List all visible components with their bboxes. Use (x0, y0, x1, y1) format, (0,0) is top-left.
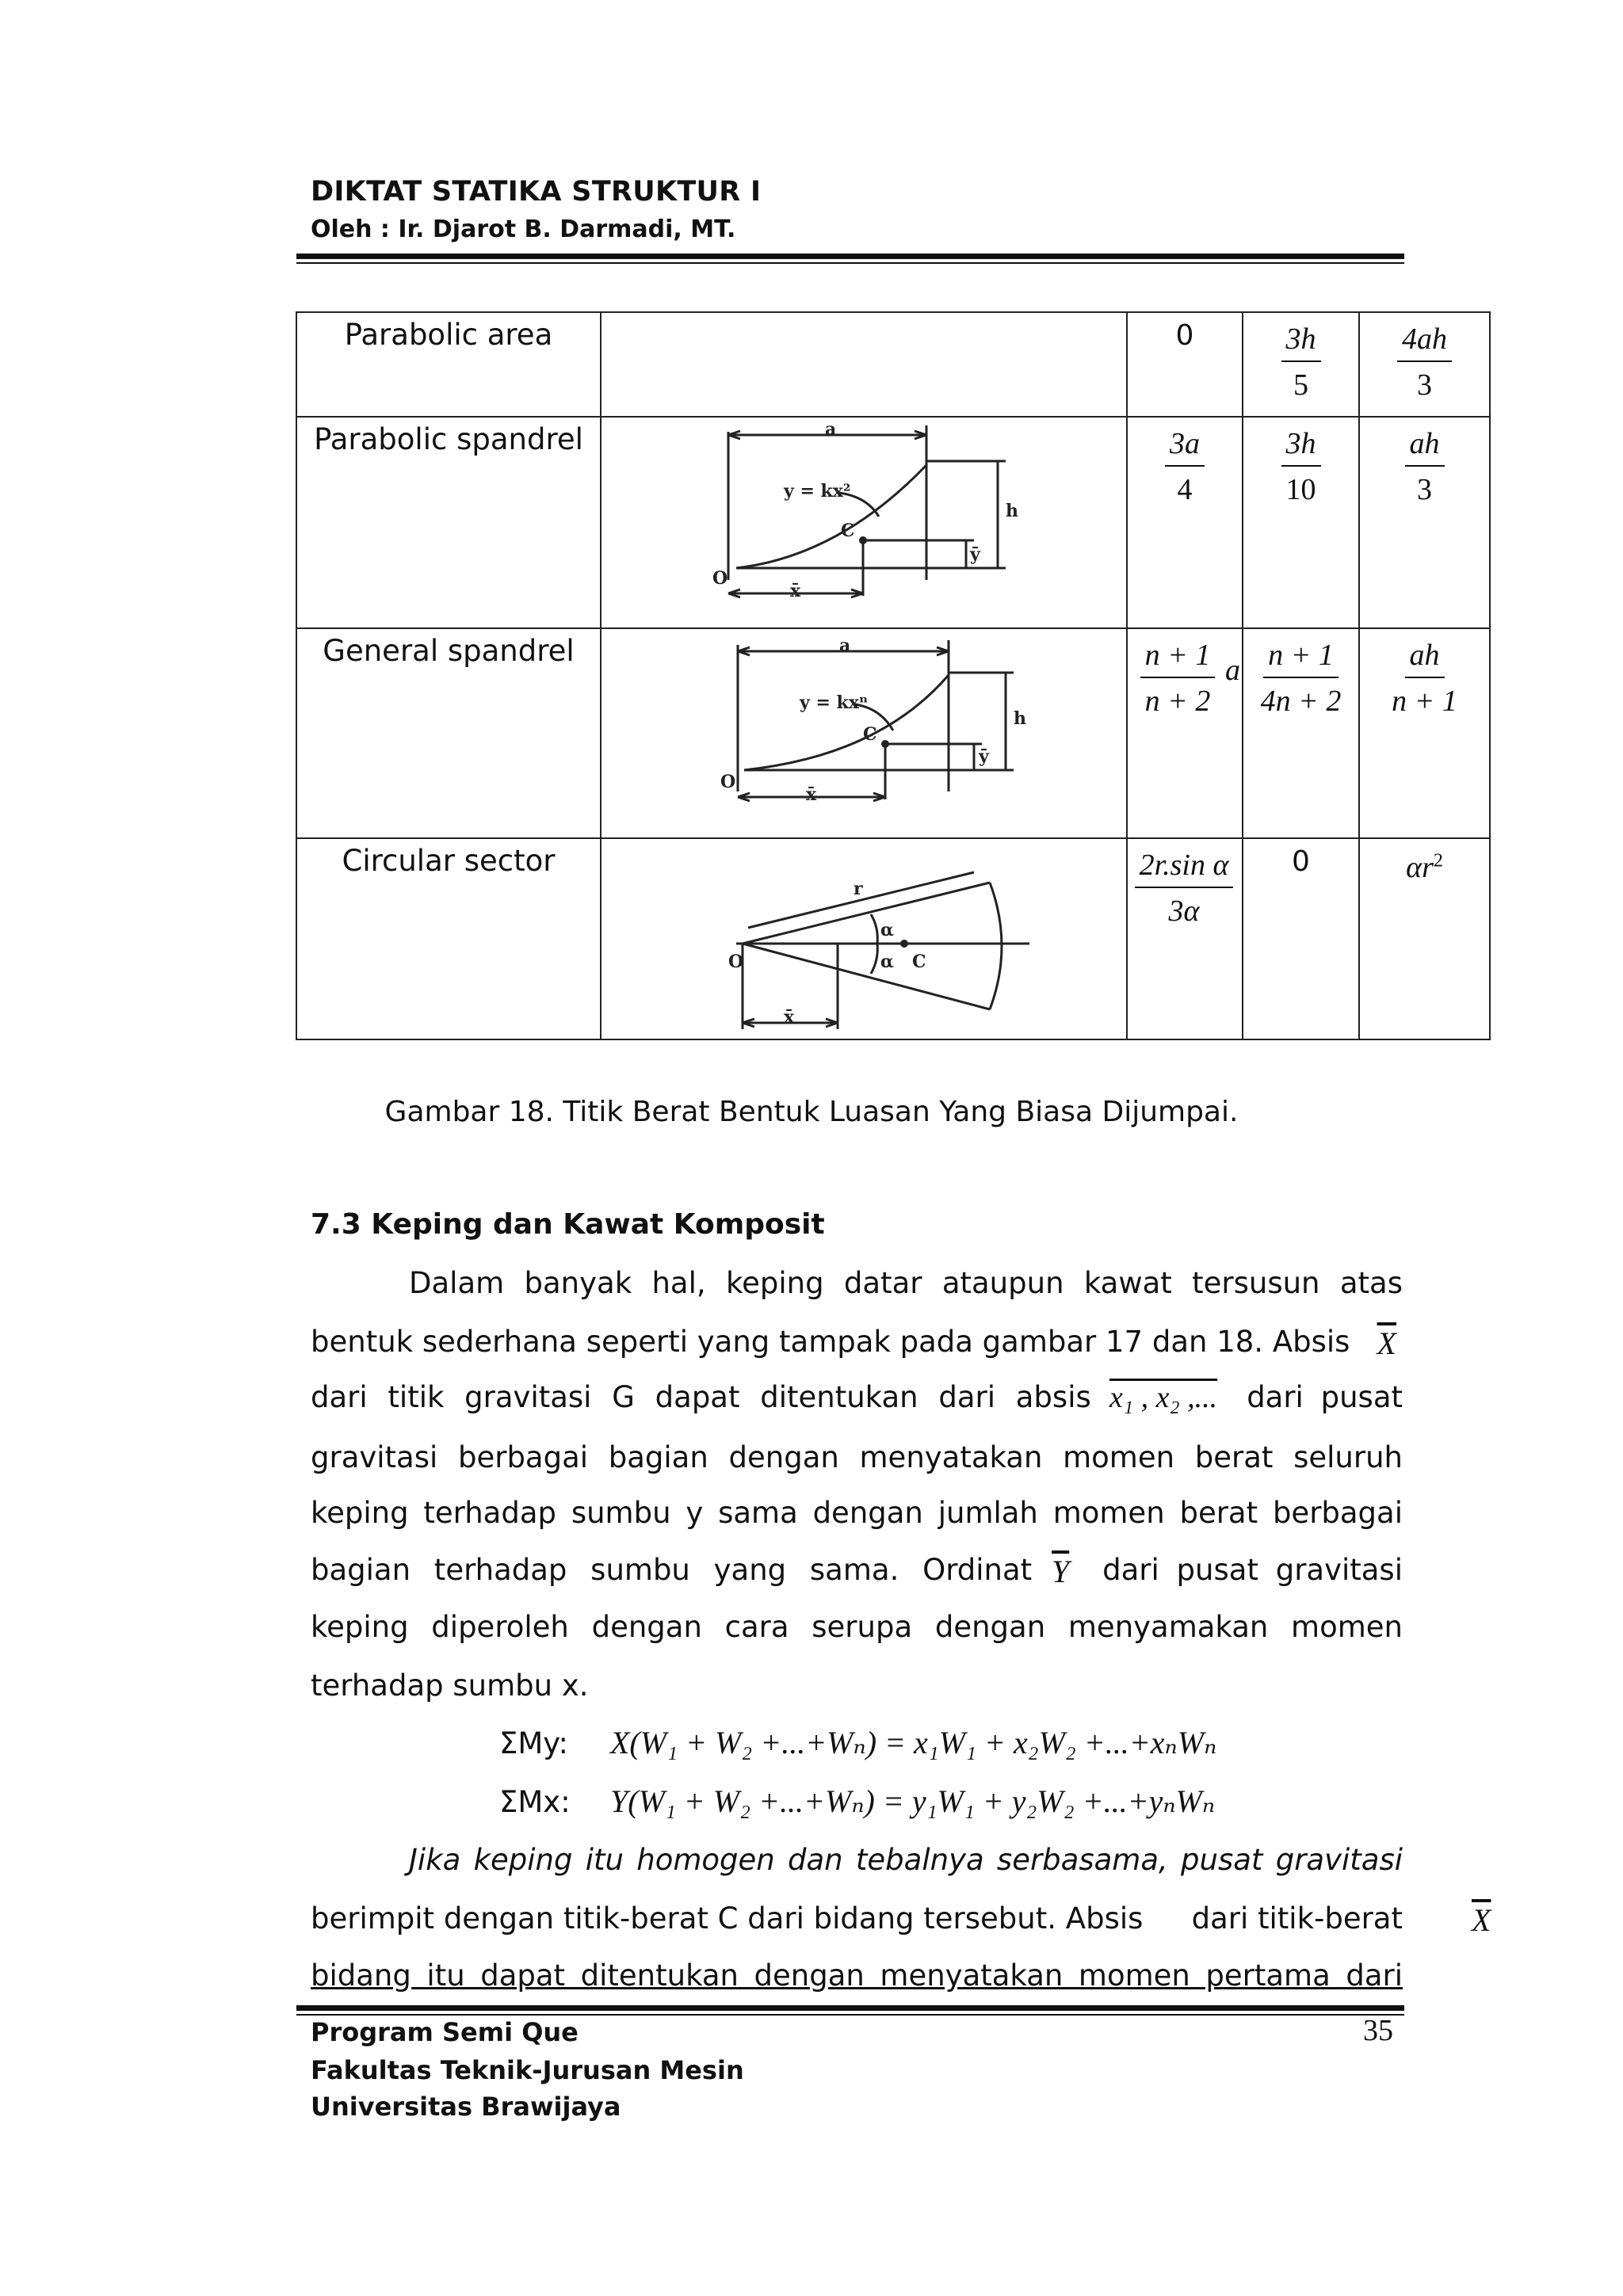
y-bar-numerator: 3h (1281, 422, 1321, 467)
y-bar-cell (1243, 838, 1359, 1039)
paragraph-line (311, 1380, 1403, 1414)
y-bar-numerator: 3h (1281, 318, 1321, 362)
table-row (296, 417, 1490, 628)
y-bar-value: 0 (1292, 845, 1310, 878)
centroid-table (296, 311, 1491, 1040)
line-text: dari titik gravitasi G dapat ditentukan dari absis (311, 1380, 1091, 1414)
section-heading: 7.3 Keping dan Kawat Komposit (311, 1208, 825, 1241)
figure-caption: Gambar 18. Titik Berat Bentuk Luasan Yang Biasa Dijumpai. (384, 1096, 1239, 1128)
x-bar-dim-label: x̄ (806, 784, 817, 805)
shape-name-cell: Parabolic area (296, 312, 601, 417)
x-bar-denominator: 3α (1168, 894, 1200, 928)
line-text: dari pusat (1247, 1380, 1403, 1414)
shape-figure-cell (601, 838, 1127, 1039)
area-numerator: ah (1405, 422, 1445, 467)
y-bar-denominator: 5 (1293, 368, 1308, 402)
circular-sector-figure (601, 839, 1125, 1037)
x-bar-denominator: n + 2 (1144, 685, 1211, 718)
document-author: Oleh : Ir. Djarot B. Darmadi, MT. (311, 215, 736, 243)
table-row (296, 312, 1490, 417)
paragraph-line (311, 1901, 1491, 1938)
equation-expression: X(W₁ + W₂ +...+Wₙ) = x₁W₁ + x₂W₂ +...+xₙWₙ (610, 1725, 1217, 1760)
paragraph-line (311, 1610, 1403, 1644)
y-bar-numerator: n + 1 (1263, 634, 1338, 678)
area-denominator: 3 (1417, 368, 1432, 402)
shape-name-cell: General spandrel (296, 628, 601, 838)
line-text: Jika keping itu homogen dan tebalnya serbasama, pusat gravitasi (409, 1843, 1403, 1877)
line-text: bagian terhadap sumbu yang sama. Ordinat (311, 1553, 1033, 1587)
x-bar-numerator: n + 1 (1140, 634, 1216, 678)
area-cell (1359, 417, 1490, 628)
area-cell (1359, 838, 1490, 1039)
shape-name-cell: Circular sector (296, 838, 601, 1039)
page-number: 35 (1363, 2014, 1393, 2047)
document-title: DIKTAT STATIKA STRUKTUR I (311, 176, 762, 208)
symbol-x-bar: $\overline{X}$ (1472, 1902, 1491, 1938)
centroid-label: C (841, 521, 855, 541)
equation-label: ΣMy: (499, 1726, 568, 1760)
line-text: bentuk sederhana seperti yang tampak pada gambar 17 dan 18. Absis (311, 1325, 1350, 1359)
curve-equation-label: y = kx² (784, 481, 851, 502)
parabolic-spandrel-figure (601, 418, 1125, 625)
y-bar-cell (1243, 312, 1359, 417)
paragraph-line (311, 1958, 1403, 1993)
equation-moment-x (499, 1783, 1215, 1820)
origin-label: O (720, 772, 736, 792)
area-numerator: 4ah (1397, 318, 1452, 362)
area-cell (1359, 628, 1490, 838)
symbol-x-list: x₁ , x₂ ,... (1109, 1381, 1218, 1414)
general-spandrel-figure (601, 629, 1125, 835)
x-bar-suffix: a (1225, 654, 1240, 687)
x-bar-cell (1127, 417, 1243, 628)
y-bar-cell (1243, 417, 1359, 628)
alpha-label-lower: α (880, 952, 894, 972)
area-cell (1359, 312, 1490, 417)
x-bar-cell (1127, 838, 1243, 1039)
dim-a-label: a (839, 635, 851, 656)
x-bar-cell (1127, 628, 1243, 838)
y-bar-dim-label: ȳ (970, 544, 980, 565)
line-text: dari titik-berat (1191, 1901, 1403, 1936)
equation-label: ΣMx: (499, 1785, 571, 1819)
line-text: terhadap sumbu x. (311, 1669, 589, 1703)
line-text: gravitasi berbagai bagian dengan menyatakan momen berat seluruh (311, 1440, 1403, 1474)
origin-label: O (728, 952, 744, 972)
symbol-x-bar: $\overline{X}$ (1377, 1325, 1396, 1361)
shape-figure-cell (601, 628, 1127, 838)
area-numerator: ah (1405, 634, 1445, 678)
alpha-label-upper: α (880, 920, 894, 940)
shape-figure-cell (601, 312, 1127, 417)
y-bar-dim-label: ȳ (979, 746, 989, 767)
line-text: dari pusat gravitasi (1102, 1553, 1403, 1587)
x-bar-denominator: 4 (1177, 473, 1193, 506)
x-bar-numerator: 3a (1165, 422, 1205, 467)
dim-h-label: h (1006, 501, 1018, 521)
y-bar-denominator: 10 (1285, 473, 1316, 506)
paragraph-line (311, 1440, 1403, 1474)
line-text: keping terhadap sumbu y sama dengan jumlah momen berat berbagai (311, 1496, 1403, 1530)
dim-a-label: a (825, 419, 837, 440)
line-text: berimpit dengan titik-berat C dari bidang tersebut. Absis (311, 1901, 1144, 1936)
x-bar-numerator: 2r.sin α (1135, 844, 1234, 888)
area-denominator: n + 1 (1392, 685, 1457, 718)
x-bar-cell (1127, 312, 1243, 417)
line-text: Dalam banyak hal, keping datar ataupun kawat tersusun atas (409, 1266, 1403, 1300)
header-rule-thick (296, 254, 1404, 259)
dim-h-label: h (1014, 708, 1026, 729)
paragraph-line (311, 1496, 1403, 1530)
shape-figure-cell (601, 417, 1127, 628)
line-text: keping diperoleh dengan cara serupa dengan menyamakan momen (311, 1610, 1403, 1644)
x-bar-dim-label: x̄ (784, 1007, 795, 1028)
area-exponent: 2 (1433, 850, 1443, 871)
equation-moment-y (499, 1724, 1216, 1761)
header-rule-thin (296, 262, 1404, 264)
x-bar-dim-label: x̄ (790, 581, 801, 601)
y-bar-denominator: 4n + 2 (1260, 685, 1342, 718)
footer-program: Program Semi Que (311, 2017, 579, 2047)
footer-university: Universitas Brawijaya (311, 2092, 621, 2122)
centroid-label: C (912, 952, 926, 972)
paragraph-line (409, 1843, 1403, 1877)
paragraph-line (311, 1553, 1403, 1587)
radius-label: r (854, 879, 863, 899)
table-row (296, 628, 1490, 838)
paragraph-line (311, 1669, 1403, 1703)
shape-name-cell: Parabolic spandrel (296, 417, 601, 628)
curve-equation-label: y = kxⁿ (800, 692, 869, 713)
paragraph-line (311, 1325, 1403, 1359)
centroid-label: C (863, 724, 877, 745)
table-row (296, 838, 1490, 1039)
line-text: bidang itu dapat ditentukan dengan menyatakan momen pertama dari (311, 1958, 1403, 1993)
equation-expression: Y(W₁ + W₂ +...+Wₙ) = y₁W₁ + y₂W₂ +...+yₙWₙ (610, 1783, 1216, 1819)
symbol-y-bar: $\overline{Y}$ (1052, 1554, 1070, 1589)
paragraph-line (409, 1266, 1403, 1300)
origin-label: O (712, 568, 728, 589)
footer-rule-thin (296, 2014, 1404, 2016)
footer-faculty: Fakultas Teknik-Jurusan Mesin (311, 2055, 744, 2085)
footer-rule-thick (296, 2005, 1404, 2011)
y-bar-cell (1243, 628, 1359, 838)
x-bar-value: 0 (1175, 319, 1194, 352)
area-value: αr (1406, 851, 1434, 884)
area-denominator: 3 (1417, 473, 1432, 506)
